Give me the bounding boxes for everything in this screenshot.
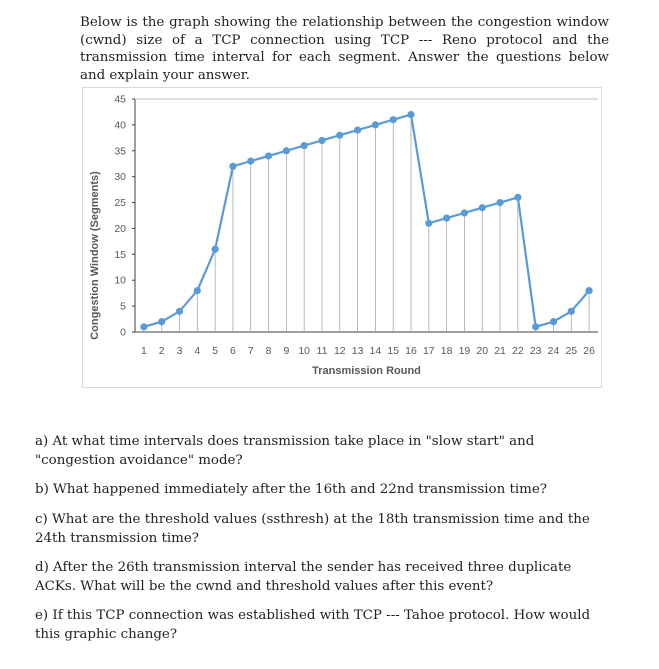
data-point — [425, 220, 432, 227]
data-point — [443, 214, 450, 221]
data-point — [265, 152, 272, 159]
data-point — [479, 204, 486, 211]
x-tick-label: 17 — [422, 345, 435, 357]
y-tick-label: 20 — [114, 222, 126, 235]
x-tick-label: 18 — [440, 345, 453, 357]
data-point — [585, 287, 592, 294]
data-point — [212, 246, 219, 253]
x-tick-label: 14 — [369, 345, 382, 357]
y-axis-title: Congestion Window (Segments) — [89, 171, 101, 340]
x-tick-label: 24 — [547, 345, 560, 357]
x-tick-label: 26 — [583, 345, 595, 357]
x-tick-label: 23 — [529, 345, 542, 357]
x-tick-label: 10 — [298, 345, 311, 357]
y-tick-label: 10 — [114, 274, 126, 287]
y-tick-label: 5 — [120, 300, 126, 313]
data-point — [140, 323, 147, 330]
intro-paragraph: Below is the graph showing the relationship between the congestion window (cwnd) size of a TCP connection using TCP --- Reno protocol and the transmission time interval for each segment. Answer the questions below and explain your answer. — [80, 15, 609, 83]
y-tick-label: 25 — [114, 197, 126, 210]
data-point — [301, 142, 308, 149]
x-tick-label: 5 — [212, 345, 219, 357]
x-tick-label: 25 — [565, 345, 578, 357]
x-tick-label: 13 — [351, 345, 364, 357]
question-a: a) At what time intervals does transmission take place in "slow start" and "congestion avoidance" mode? — [35, 434, 535, 468]
data-point — [247, 158, 254, 165]
x-tick-label: 6 — [230, 345, 236, 357]
data-point — [390, 116, 397, 123]
data-point — [532, 323, 539, 330]
x-tick-label: 22 — [512, 345, 524, 357]
x-tick-label: 19 — [458, 345, 471, 357]
x-tick-label: 3 — [176, 345, 183, 357]
data-point — [568, 308, 575, 315]
y-tick-label: 15 — [114, 248, 126, 261]
data-point — [194, 287, 201, 294]
data-point — [176, 308, 183, 315]
series-line-cwnd — [144, 115, 589, 327]
x-tick-label: 12 — [333, 345, 346, 357]
question-e: e) If this TCP connection was established with TCP --- Tahoe protocol. How would this graphic change? — [35, 608, 591, 642]
data-point — [336, 132, 343, 139]
x-tick-label: 7 — [247, 345, 254, 357]
x-tick-label: 9 — [283, 345, 290, 357]
data-point — [318, 137, 325, 144]
x-tick-label: 4 — [194, 345, 201, 357]
question-b: b) What happened immediately after the 16th and 22nd transmission time? — [35, 482, 547, 497]
x-tick-label: 11 — [316, 345, 328, 357]
data-point — [158, 318, 165, 325]
x-tick-label: 1 — [140, 345, 147, 357]
data-point — [496, 199, 503, 206]
data-point — [461, 209, 468, 216]
cwnd-line-chart — [82, 87, 602, 388]
x-tick-label: 16 — [405, 345, 417, 357]
y-tick-label: 45 — [114, 93, 126, 106]
x-tick-label: 8 — [265, 345, 272, 357]
question-d: d) After the 26th transmission interval the sender has received three duplicate ACKs. What will be the cwnd and threshold values after this event? — [35, 560, 572, 594]
data-point — [550, 318, 557, 325]
y-tick-label: 40 — [114, 119, 126, 132]
data-point — [229, 163, 236, 170]
data-point — [283, 147, 290, 154]
x-tick-label: 21 — [494, 345, 506, 357]
y-tick-label: 35 — [114, 145, 126, 158]
y-tick-label: 0 — [120, 326, 126, 339]
data-point — [354, 126, 361, 133]
y-tick-label: 30 — [114, 171, 126, 184]
data-point — [407, 111, 414, 118]
data-point — [372, 121, 379, 128]
x-axis-title: Transmission Round — [312, 365, 421, 377]
x-tick-label: 2 — [158, 345, 165, 357]
x-tick-label: 20 — [476, 345, 489, 357]
x-tick-label: 15 — [387, 345, 400, 357]
data-point — [514, 194, 521, 201]
question-c: c) What are the threshold values (ssthresh) at the 18th transmission time and the 24th transmission time? — [35, 512, 590, 546]
